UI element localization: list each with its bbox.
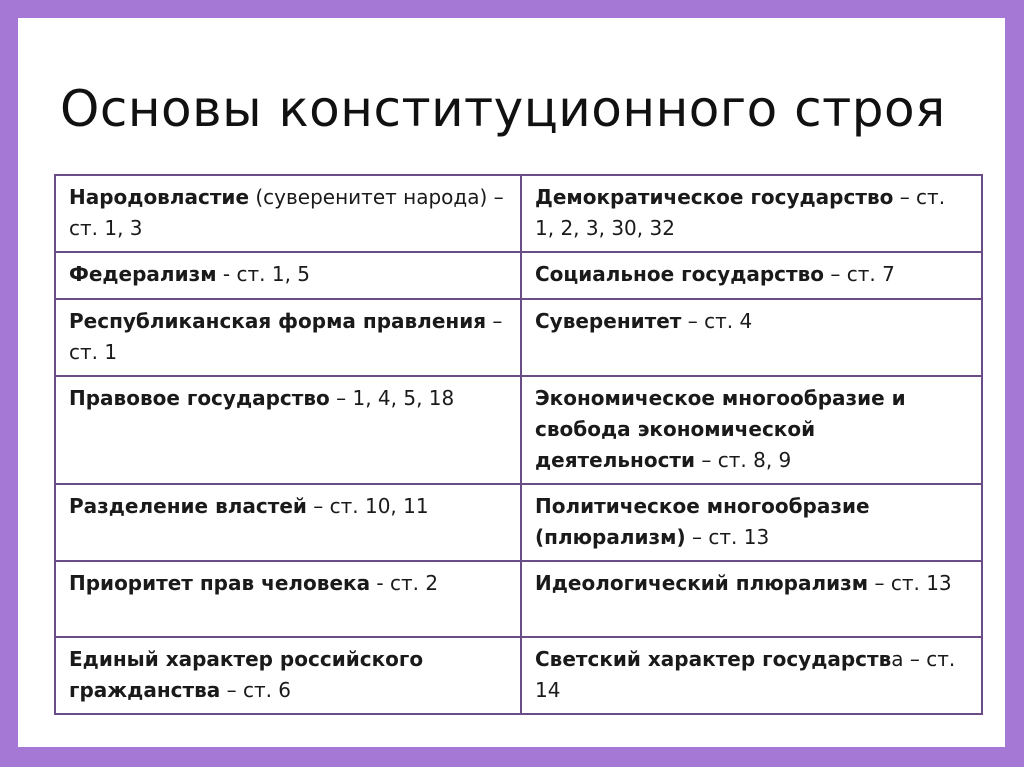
article-reference: - ст. 1, 5 bbox=[216, 262, 311, 286]
article-reference: а – ст. 14 bbox=[535, 647, 956, 702]
table-row bbox=[55, 299, 982, 376]
principle-name: Федерализм bbox=[69, 262, 217, 286]
table-cell bbox=[55, 175, 521, 252]
article-reference: – ст. 1 bbox=[69, 309, 503, 364]
article-reference: – ст. 1, 2, 3, 30, 32 bbox=[535, 185, 946, 240]
principle-name: Разделение властей bbox=[69, 494, 307, 518]
article-reference: – ст. 7 bbox=[824, 262, 895, 286]
table-row bbox=[55, 561, 982, 637]
article-reference: – ст. 10, 11 bbox=[306, 494, 429, 518]
table-row bbox=[55, 484, 982, 561]
table-row bbox=[55, 637, 982, 714]
article-reference: – ст. 6 bbox=[220, 678, 292, 702]
table-cell bbox=[55, 637, 521, 714]
principle-name: Социальное государство bbox=[535, 262, 825, 286]
principle-name: Демократическое государство bbox=[535, 185, 894, 209]
table-cell bbox=[521, 376, 982, 484]
principle-name: Правовое государство bbox=[69, 386, 330, 410]
table-cell bbox=[521, 299, 982, 376]
principle-name: Светский характер государств bbox=[535, 647, 892, 671]
table-row bbox=[55, 376, 982, 484]
principle-name: Политическое многообразие (плюрализм) bbox=[535, 494, 870, 549]
slide bbox=[18, 18, 1005, 747]
table-cell bbox=[55, 484, 521, 561]
principle-name: Республиканская форма правления bbox=[69, 309, 487, 333]
article-reference: – ст. 13 bbox=[868, 571, 952, 595]
principles-table bbox=[54, 174, 983, 715]
principle-name: Народовластие bbox=[69, 185, 250, 209]
article-reference: - ст. 2 bbox=[370, 571, 439, 595]
table-cell bbox=[521, 637, 982, 714]
article-reference: – ст. 8, 9 bbox=[695, 448, 792, 472]
article-reference: – ст. 4 bbox=[681, 309, 753, 333]
table-row bbox=[55, 252, 982, 299]
page-title: Основы конституционного строя bbox=[60, 80, 946, 138]
table-cell bbox=[521, 484, 982, 561]
table-row bbox=[55, 175, 982, 252]
principle-name: Приоритет прав человека bbox=[69, 571, 371, 595]
article-reference: – 1, 4, 5, 18 bbox=[329, 386, 455, 410]
article-reference: (суверенитет народа) – ст. 1, 3 bbox=[69, 185, 504, 240]
table-cell bbox=[55, 252, 521, 299]
table-cell bbox=[55, 376, 521, 484]
table-cell bbox=[521, 561, 982, 637]
article-reference: – ст. 13 bbox=[685, 525, 770, 549]
table-cell bbox=[55, 561, 521, 637]
table-cell bbox=[55, 299, 521, 376]
principle-name: Единый характер российского гражданства bbox=[69, 647, 424, 702]
principle-name: Суверенитет bbox=[535, 309, 682, 333]
table-cell bbox=[521, 252, 982, 299]
principle-name: Экономическое многообразие и свобода экономической деятельности bbox=[535, 386, 906, 472]
principle-name: Идеологический плюрализм bbox=[535, 571, 869, 595]
table-cell bbox=[521, 175, 982, 252]
